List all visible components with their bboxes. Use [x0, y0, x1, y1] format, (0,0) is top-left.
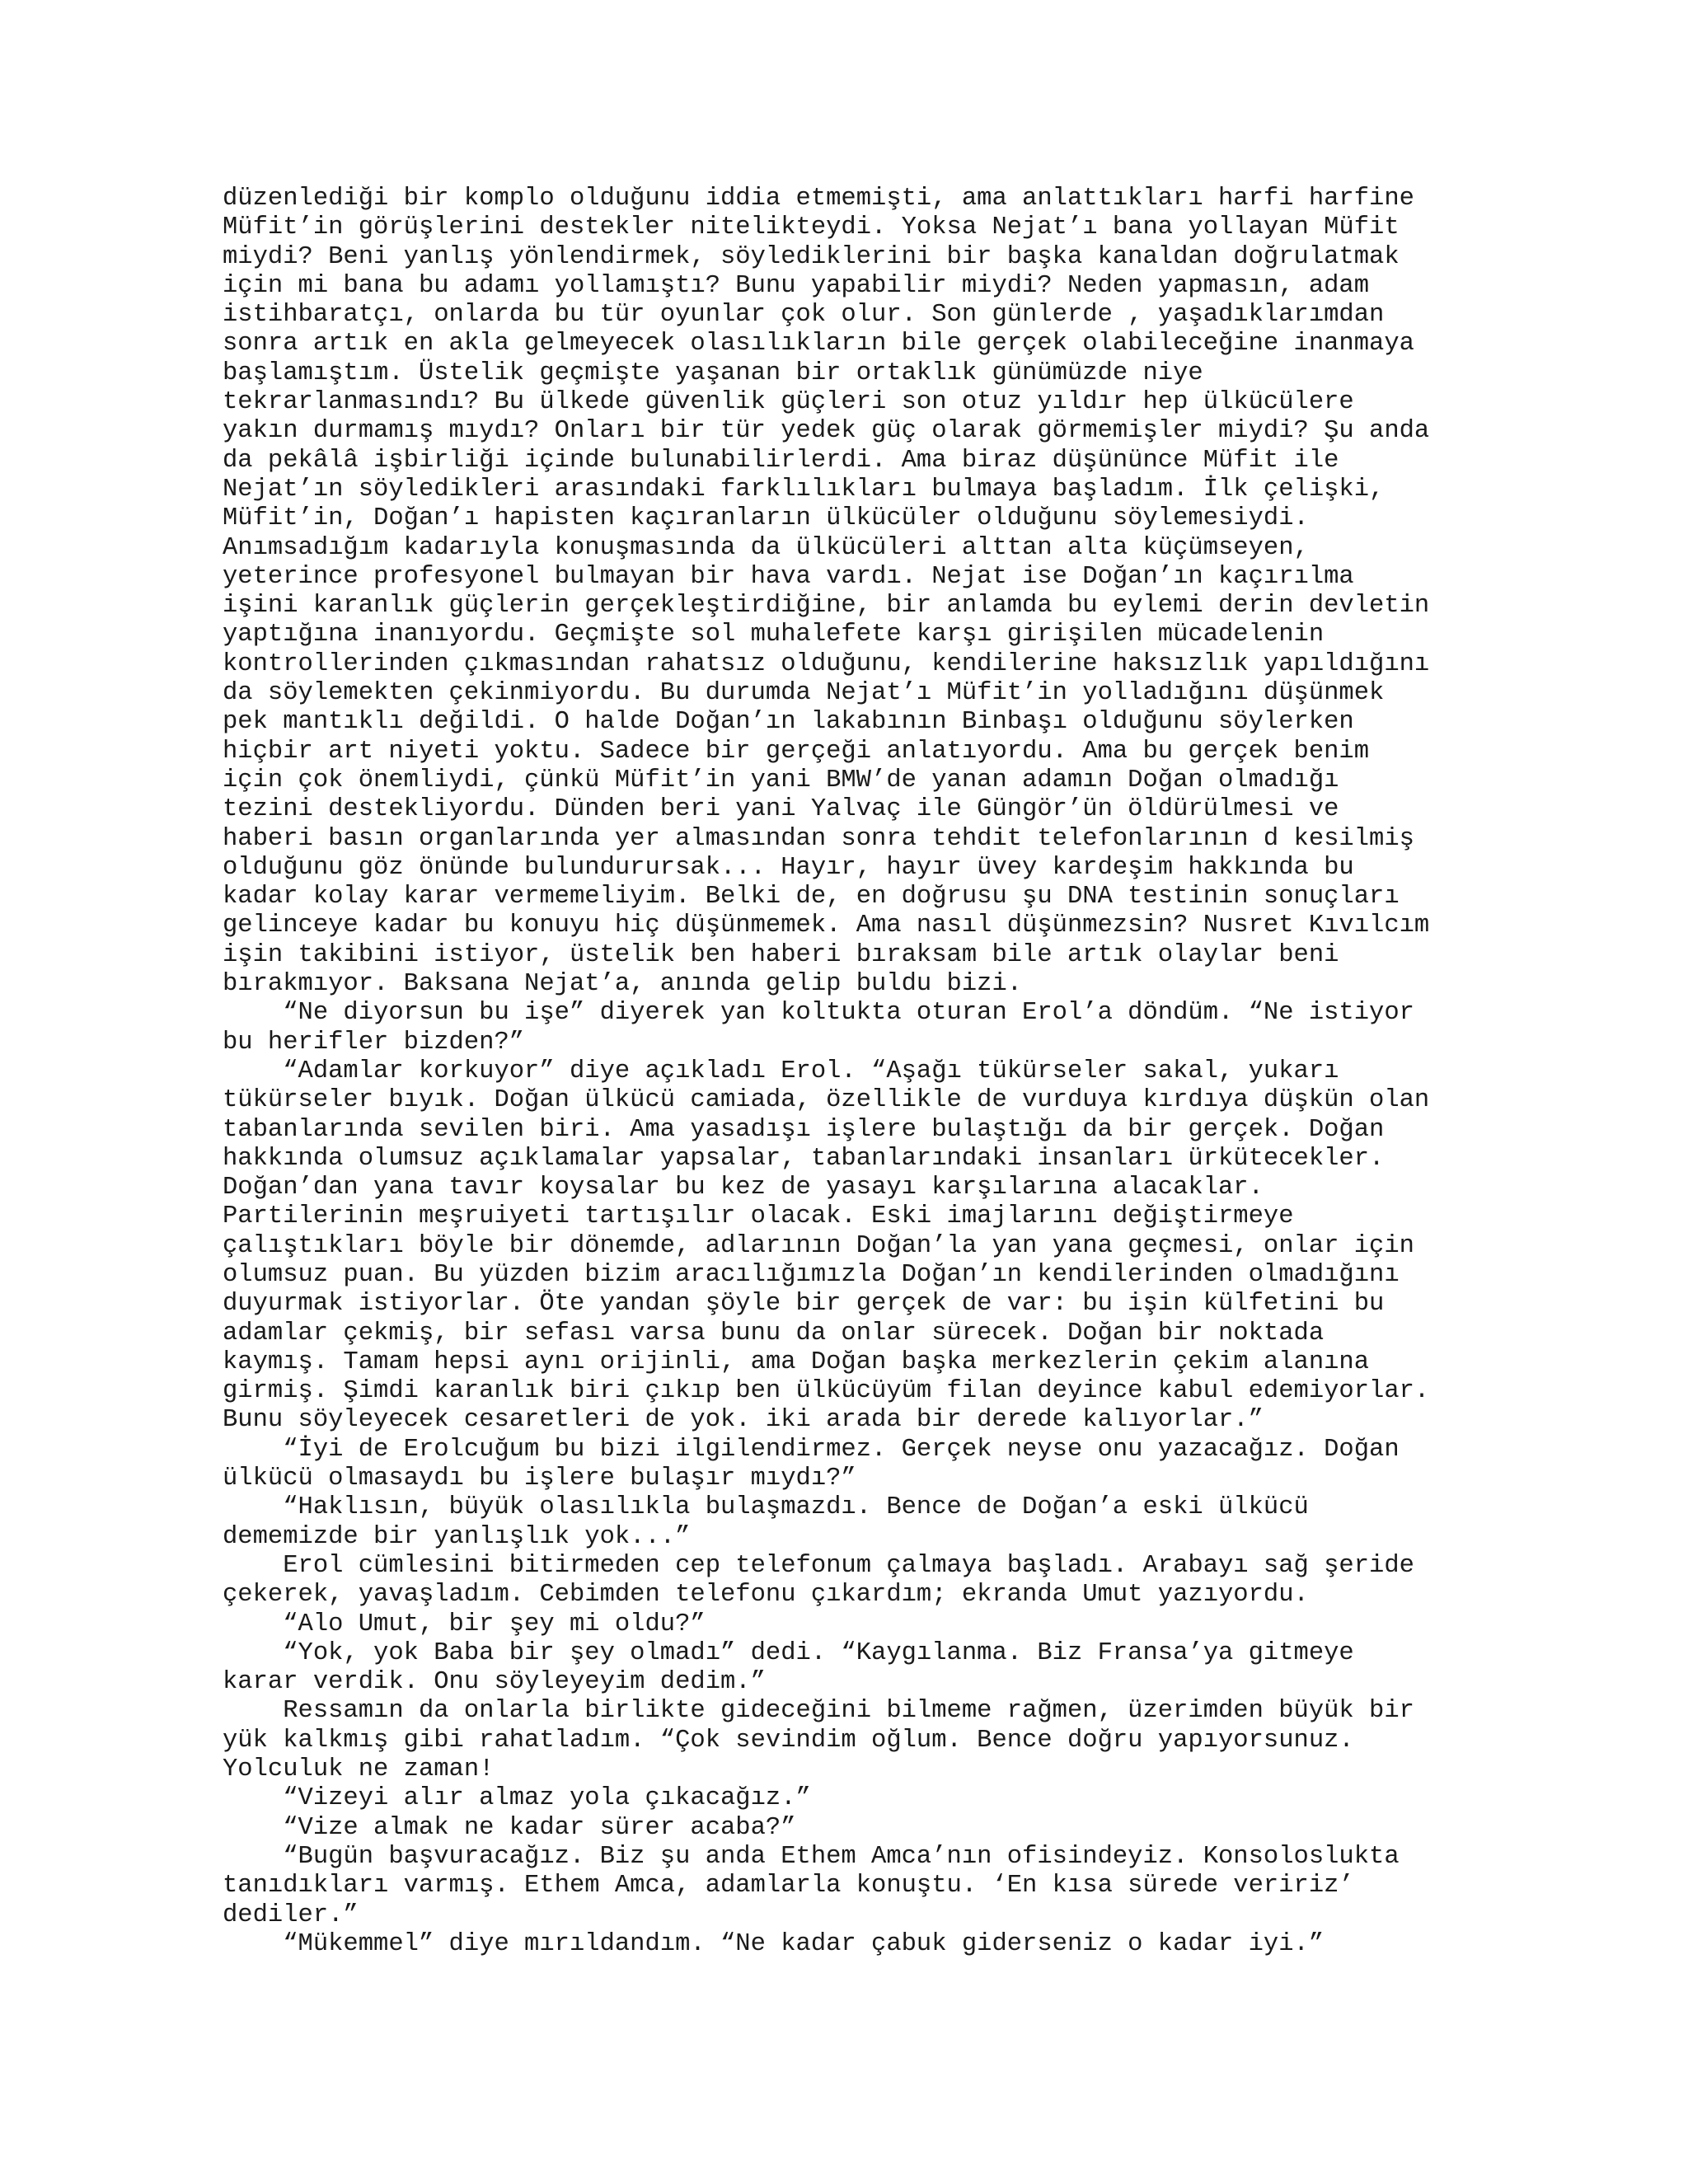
text-line: “Ne diyorsun bu işe” diyerek yan koltukta oturan Erol’a döndüm. “Ne istiyor [223, 999, 1414, 1028]
text-line: sonra artık en akla gelmeyecek olasılıkların bile gerçek olabileceğine inanmaya [223, 330, 1414, 359]
text-line: olumsuz puan. Bu yüzden bizim aracılığımızla Doğan’ın kendilerinden olmadığını [223, 1260, 1400, 1289]
text-line: haberi basın organlarında yer almasından sonra tehdit telefonlarının d kesilmiş [223, 824, 1414, 853]
text-line: yeterince profesyonel bulmayan bir hava vardı. Nejat ise Doğan’ın kaçırılma [223, 562, 1354, 591]
text-line: Erol cümlesini bitirmeden cep telefonum çalmaya başladı. Arabayı sağ şeride [223, 1551, 1414, 1580]
text-line: “Alo Umut, bir şey mi oldu?” [223, 1610, 706, 1638]
text-line: girmiş. Şimdi karanlık biri çıkıp ben ülkücüyüm filan deyince kabul edemiyorlar. [223, 1377, 1430, 1406]
text-line: yük kalkmış gibi rahatladım. “Çok sevindim oğlum. Bence doğru yapıyorsunuz. [223, 1726, 1354, 1755]
text-line: adamlar çekmiş, bir sefası varsa bunu da onlar sürecek. Doğan bir noktada [223, 1319, 1325, 1347]
text-line: Partilerinin meşruiyeti tartışılır olacak. Eski imajlarını değiştirmeye [223, 1202, 1294, 1231]
text-line: “Haklısın, büyük olasılıkla bulaşmazdı. Bence de Doğan’a eski ülkücü [223, 1493, 1309, 1522]
text-line: “Mükemmel” diye mırıldandım. “Ne kadar çabuk giderseniz o kadar iyi.” [223, 1929, 1325, 1958]
text-line: yakın durmamış mıydı? Onları bir tür yedek güç olarak görmemişler miydi? Şu anda [223, 417, 1430, 446]
text-line: başlamıştım. Üstelik geçmişte yaşanan bir ortaklık günümüzde niye [223, 359, 1203, 387]
text-line: Ressamın da onlarla birlikte gideceğini bilmeme rağmen, üzerimden büyük bir [223, 1697, 1414, 1726]
text-line: ülkücü olmasaydı bu işlere bulaşır mıydı?” [223, 1465, 856, 1493]
text-line: Müfit’in görüşlerini destekler nitelikteydi. Yoksa Nejat’ı bana yollayan Müfit [223, 213, 1400, 242]
text-line: “Adamlar korkuyor” diye açıkladı Erol. “Aşağı tükürseler sakal, yukarı [223, 1057, 1339, 1085]
text-line: işin takibini istiyor, üstelik ben haberi bıraksam bile artık olaylar beni [223, 940, 1339, 969]
text-line: Bunu söyleyecek cesaretleri de yok. iki arada bir derede kalıyorlar.” [223, 1406, 1264, 1435]
text-line: için mi bana bu adamı yollamıştı? Bunu yapabilir miydi? Neden yapmasın, adam [223, 271, 1370, 300]
text-line: tezini destekliyordu. Dünden beri yani Yalvaç ile Güngör’ün öldürülmesi ve [223, 795, 1339, 824]
text-line: dememizde bir yanlışlık yok...” [223, 1522, 691, 1551]
text-line: çekerek, yavaşladım. Cebimden telefonu çıkardım; ekranda Umut yazıyordu. [223, 1581, 1309, 1610]
text-line: karar verdik. Onu söyleyeyim dedim.” [223, 1668, 766, 1697]
text-line: bırakmıyor. Baksana Nejat’a, anında gelip buldu bizi. [223, 970, 1023, 999]
text-line: “Vize almak ne kadar sürer acaba?” [223, 1813, 796, 1842]
text-line: için çok önemliydi, çünkü Müfit’in yani BMW’de yanan adamın Doğan olmadığı [223, 766, 1339, 794]
text-line: Yolculuk ne zaman! [223, 1755, 495, 1784]
text-line: dediler.” [223, 1900, 359, 1929]
text-line: olduğunu göz önünde bulundurursak... Hayır, hayır üvey kardeşim hakkında bu [223, 853, 1354, 882]
text-line: pek mantıklı değildi. O halde Doğan’ın lakabının Binbaşı olduğunu söylerken [223, 708, 1354, 737]
text-line: kadar kolay karar vermemeliyim. Belki de, en doğrusu şu DNA testinin sonuçları [223, 883, 1400, 912]
text-line: Doğan’dan yana tavır koysalar bu kez de yasayı karşılarına alacaklar. [223, 1174, 1264, 1202]
text-line: Müfit’in, Doğan’ı hapisten kaçıranların ülkücüler olduğunu söylemesiydi. [223, 504, 1309, 533]
text-line: gelinceye kadar bu konuyu hiç düşünmemek. Ama nasıl düşünmezsin? Nusret Kıvılcım [223, 912, 1430, 940]
text-line: “İyi de Erolcuğum bu bizi ilgilendirmez. Gerçek neyse onu yazacağız. Doğan [223, 1435, 1400, 1464]
text-line: da söylemekten çekinmiyordu. Bu durumda Nejat’ı Müfit’in yolladığını düşünmek [223, 679, 1385, 708]
text-line: bu herifler bizden?” [223, 1028, 525, 1057]
text-line: hakkında olumsuz açıklamalar yapsalar, tabanlarındaki insanları ürkütecekler. [223, 1144, 1385, 1173]
body-text [223, 185, 1475, 1959]
text-line: tanıdıkları varmış. Ethem Amca, adamlarla konuştu. ‘En kısa sürede veririz’ [223, 1872, 1354, 1900]
text-line: “Bugün başvuracağız. Biz şu anda Ethem Amca’nın ofisindeyiz. Konsoloslukta [223, 1842, 1400, 1871]
text-line: çalıştıkları böyle bir dönemde, adlarının Doğan’la yan yana geçmesi, onlar için [223, 1231, 1414, 1260]
text-line: “Vizeyi alır almaz yola çıkacağız.” [223, 1784, 811, 1813]
text-line: tekrarlanmasındı? Bu ülkede güvenlik güçleri son otuz yıldır hep ülkücülere [223, 388, 1354, 417]
text-line: istihbaratçı, onlarda bu tür oyunlar çok olur. Son günlerde , yaşadıklarımdan [223, 301, 1385, 330]
text-line: düzenlediği bir komplo olduğunu iddia etmemişti, ama anlattıkları harfi harfine [223, 185, 1414, 213]
text-line: miydi? Beni yanlış yönlendirmek, söylediklerini bir başka kanaldan doğrulatmak [223, 242, 1400, 271]
text-line: Anımsadığım kadarıyla konuşmasında da ülkücüleri alttan alta küçümseyen, [223, 533, 1309, 562]
text-line: tabanlarında sevilen biri. Ama yasadışı işlere bulaştığı da bir gerçek. Doğan [223, 1115, 1385, 1144]
text-line: “Yok, yok Baba bir şey olmadı” dedi. “Kaygılanma. Biz Fransa’ya gitmeye [223, 1638, 1354, 1667]
text-line: yaptığına inanıyordu. Geçmişte sol muhalefete karşı girişilen mücadelenin [223, 621, 1325, 649]
text-line: işini karanlık güçlerin gerçekleştirdiğine, bir anlamda bu eylemi derin devletin [223, 592, 1430, 621]
text-line: hiçbir art niyeti yoktu. Sadece bir gerçeği anlatıyordu. Ama bu gerçek benim [223, 737, 1370, 766]
text-line: da pekâlâ işbirliği içinde bulunabilirlerdi. Ama biraz düşününce Müfit ile [223, 446, 1339, 475]
text-line: tükürseler bıyık. Doğan ülkücü camiada, özellikle de vurduya kırdıya düşkün olan [223, 1086, 1430, 1115]
text-line: Nejat’ın söyledikleri arasındaki farklılıkları bulmaya başladım. İlk çelişki, [223, 475, 1385, 504]
text-line: duyurmak istiyorlar. Öte yandan şöyle bir gerçek de var: bu işin külfetini bu [223, 1290, 1385, 1319]
text-line: kaymış. Tamam hepsi aynı orijinli, ama Doğan başka merkezlerin çekim alanına [223, 1347, 1370, 1376]
text-line: kontrollerinden çıkmasından rahatsız olduğunu, kendilerine haksızlık yapıldığını [223, 649, 1430, 678]
